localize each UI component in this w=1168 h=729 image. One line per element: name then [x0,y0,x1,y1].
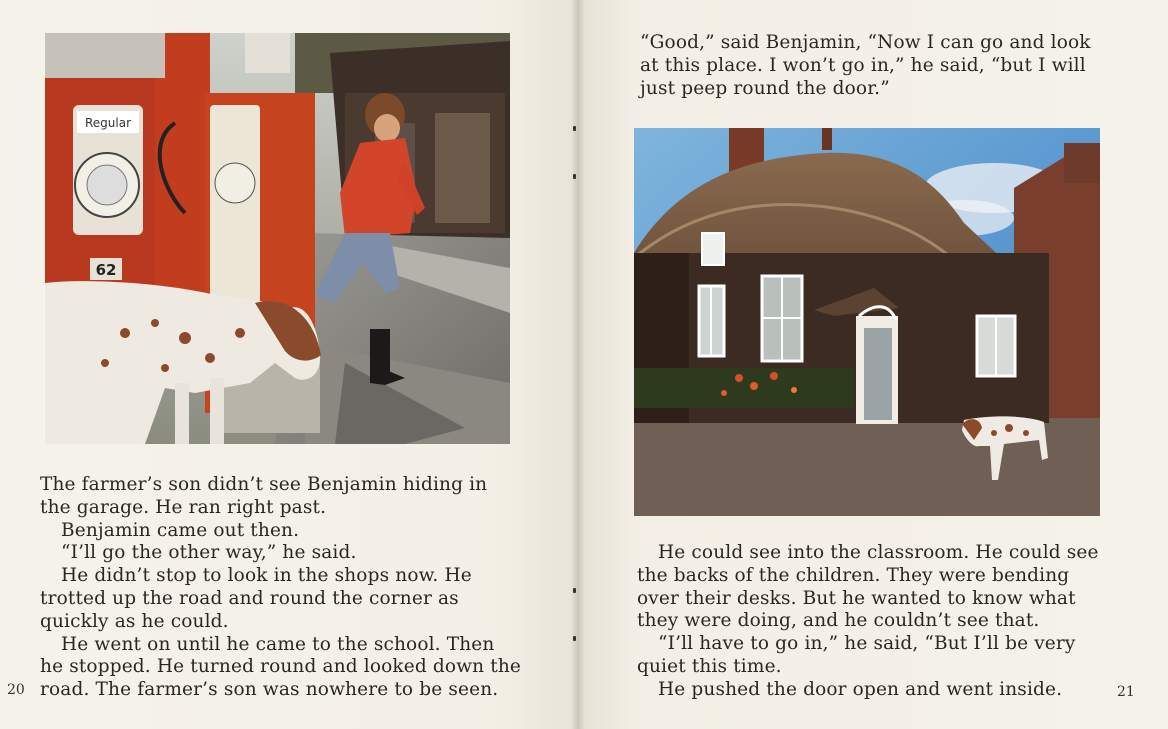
text-line: quiet this time. [637,655,782,677]
text-line: He could see into the classroom. He could see [658,542,1099,563]
text-line: the backs of the children. They were bending [637,564,1070,586]
text-line: road. The farmer’s son was nowhere to be seen. [40,679,499,701]
pump-number: 62 [95,261,117,279]
binding-stitch [573,126,576,131]
page-number-left: 20 [7,682,25,698]
text-line: he stopped. He turned round and looked down the [40,656,522,678]
text-line: He went on until he came to the school. Then [61,633,495,655]
text-line: at this place. I won’t go in,” he said, “but I will [640,54,1086,76]
binding-stitch [573,588,576,593]
text-line: Benjamin came out then. [61,519,300,541]
text-line: “I’ll have to go in,” he said, “But I’ll be very [658,633,1076,655]
text-line: just peep round the door.” [640,77,890,99]
text-line: He pushed the door open and went inside. [658,678,1063,700]
binding-stitch [573,636,576,641]
left-page-text [40,474,521,702]
text-line: “Good,” said Benjamin, “Now I can go and look [640,32,1091,53]
text-line: over their desks. But he wanted to know what [637,587,1076,609]
book-gutter [571,0,585,729]
text-line: He didn’t stop to look in the shops now. He [61,565,472,587]
text-line: trotted up the road and round the corner as [40,587,459,609]
text-line: the garage. He ran right past. [40,496,327,518]
photo-thatched-school [634,128,1100,516]
text-line: they were doing, and he couldn’t see that. [637,610,1040,632]
right-page-bottom-text [637,542,1099,702]
text-line: quickly as he could. [40,610,229,632]
binding-stitch [573,174,576,179]
photo-petrol-station [45,33,510,444]
text-line: “I’ll go the other way,” he said. [61,542,357,564]
pump-sign-label: Regular [84,116,132,130]
page-number-right: 21 [1117,684,1135,700]
right-page-top-text [640,32,1091,100]
text-line: The farmer’s son didn’t see Benjamin hiding in [40,474,488,495]
